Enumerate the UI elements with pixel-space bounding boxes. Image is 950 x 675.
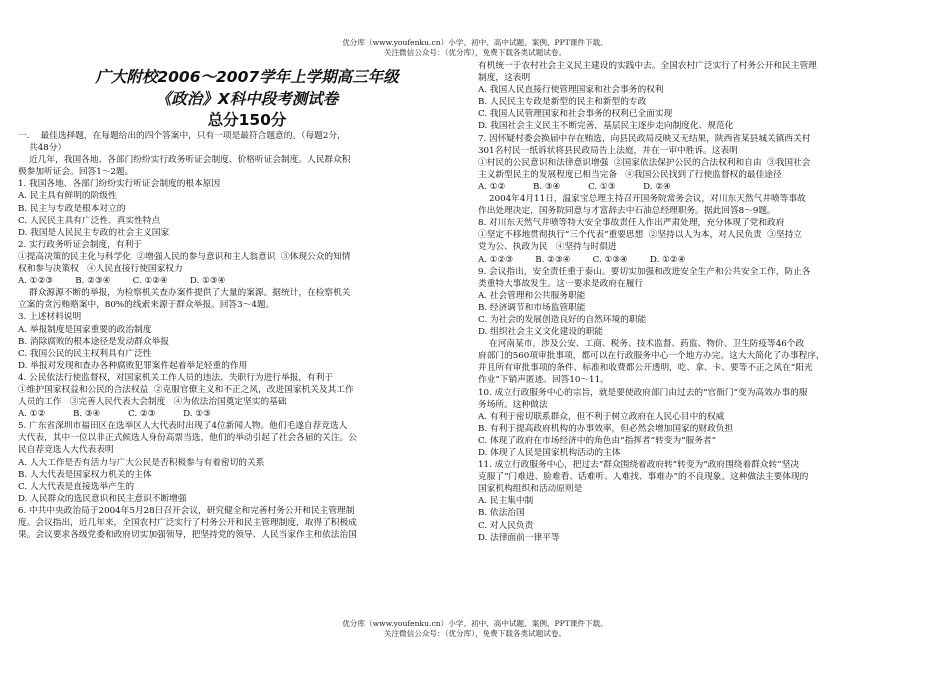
text-line: 301名村民一纸诉状将县民政局告上法庭，并在一审中胜诉。这表明 xyxy=(478,145,738,156)
text-line: C. 人大代表是直接选举产生的 xyxy=(18,481,135,492)
footer-line-2: 关注微信公众号：（优分库），免费下载各类试题试卷。 xyxy=(383,629,567,638)
text-line: B. 人民民主专政是新型的民主和新型的专政 xyxy=(478,97,647,108)
text-line: A. ①② B. ③④ C. ①③ D. ②④ xyxy=(478,181,671,192)
text-line: A. 我国人民直接行使管理国家和社会事务的权利 xyxy=(478,85,664,96)
text-line: 国家机构组织和活动原则是 xyxy=(478,484,583,495)
footer-line-1: 优分库（www.youfenku.cn）小学、初中、高中试题、案例、PPT课件下载。 xyxy=(342,619,608,628)
text-line: 并且所有审批事项的条件、标准和收费都公开透明，吃、拿、卡、要等不正之风在“阳光 xyxy=(478,363,813,374)
text-line: 4. 公民依法行使监督权，对国家机关工作人员的违法、失职行为进行举报，有利于 xyxy=(18,372,334,383)
text-line: D. 我国社会主义民主不断完善，基层民主逐步走向制度化、规范化 xyxy=(478,121,734,132)
left-column-text xyxy=(18,130,476,541)
text-line: 作业”下销声匿迹。回答10～11。 xyxy=(478,375,609,386)
text-line: 党为公、执政为民 ④坚持与时俱进 xyxy=(478,242,617,253)
text-line: A. ①②③ B. ②③④ C. ①②④ D. ①③④ xyxy=(18,276,226,287)
text-line: A. ①② B. ③④ C. ②③ D. ①③ xyxy=(18,409,211,420)
text-line: ①提高决策的民主化与科学化 ②增强人民的参与意识和主人翁意识 ③体现公众的知情 xyxy=(18,251,351,262)
text-line: 作出处理决定，国务院同意与才富辞去中石油总经理职务。据此回答8～9题。 xyxy=(478,206,776,217)
text-line: 制度，这表明 xyxy=(478,73,531,84)
text-line: 民自荐竞选人大代表表明 xyxy=(18,445,114,456)
text-line: 在河南某市，涉及公安、工商、税务、技术监督、药监、物价、卫生防疫等46个政 xyxy=(478,339,805,350)
text-line: 类重特大事故发生。这一要求是政府在履行 xyxy=(478,278,644,289)
page-header xyxy=(0,38,950,58)
exam-total-score: 总分150分 xyxy=(207,111,287,129)
text-line: A. ①②③ B. ②③④ C. ①③④ D. ①②④ xyxy=(478,254,686,265)
text-line: D. 我国是人民民主专政的社会主义国家 xyxy=(18,227,170,238)
exam-title-subject: 《政治》X科中段考测试卷 xyxy=(155,90,339,108)
text-line: 10. 成立行政服务中心的宗旨，就是要使政府部门由过去的“官衙门”变为高效办事的服 xyxy=(478,387,808,398)
text-line: 果。会议要求各级党委和政府切实加强领导，把坚持党的领导、人民当家作主和依法治国 xyxy=(18,530,357,541)
text-line: C. 我国公民的民主权利具有广泛性 xyxy=(18,348,152,359)
text-line: 主义新型民主的发展程度已相当完备 ④我国公民找到了行使监督权的最佳途径 xyxy=(478,169,782,180)
text-line: 6. 中共中央政治局于2004年5月28日召开会议，研究健全和完善村务公开和民主管理制 xyxy=(18,505,355,516)
text-line: B. 依法治国 xyxy=(478,508,525,519)
text-line: B. 民主与专政是根本对立的 xyxy=(18,203,126,214)
text-line: 11. 成立行政服务中心，把过去“群众围绕着政府转”转变为“政府围绕着群众转”坚决 xyxy=(478,460,800,471)
text-line: 8. 对川东天然气井喷等特大安全事故责任人作出严肃处理，充分体现了党和政府 xyxy=(478,218,785,229)
text-line: B. 经济调节和市场监管职能 xyxy=(478,302,586,313)
text-line: 2. 实行政务听证会制度，有利于 xyxy=(18,239,142,250)
text-line: A. 民主具有鲜明的阶级性 xyxy=(18,191,117,202)
text-line: D. 人民群众的选民意识和民主意识不断增强 xyxy=(18,493,187,504)
text-line: ①坚定不移地贯彻执行“三个代表”重要思想 ②坚持以人为本，对人民负责 ③坚持立 xyxy=(478,230,802,241)
text-line: 3. 上述材料说明 xyxy=(18,312,82,323)
header-line-1: 优分库（www.youfenku.cn）小学、初中、高中试题、案例、PPT课件下载。 xyxy=(342,38,608,47)
text-line: 9. 会议指出，安全责任重于泰山。要切实加强和改进安全生产和公共安全工作，防止各 xyxy=(478,266,811,277)
text-line: 大代表，其中一位以非正式候选人身份高票当选，他们的举动引起了社会各届的关注。公 xyxy=(18,433,357,444)
text-line: D. 组织社会主义文化建设的职能 xyxy=(478,327,604,338)
page-footer xyxy=(0,619,950,639)
text-line: 近几年，我国各地、各部门纷纷实行政务听证会制度、价格听证会制度。人民群众积 xyxy=(18,155,351,166)
text-line: 权和参与决策权 ④人民直接行使国家权力 xyxy=(18,264,183,275)
text-line: A. 人大工作是否有活力与广大公民是否积极参与有着密切的关系 xyxy=(18,457,265,468)
text-line: D. 举报对发现和查办各种腐败犯罪案件起着举足轻重的作用 xyxy=(18,360,248,371)
exam-title-school: 广大附校2006～2007学年上学期高三年级 xyxy=(95,68,399,86)
text-line: 府部门的560项审批事项，都可以在行政服务中心一个地方办完。这大大简化了办事程序， xyxy=(478,351,825,362)
header-line-2: 关注微信公众号：（优分库），免费下载各类试题试卷。 xyxy=(383,48,567,57)
text-line: 共48分） xyxy=(18,143,67,154)
text-line: A. 有利于密切联系群众，但不利于树立政府在人民心目中的权威 xyxy=(478,411,725,422)
text-line: 2004年4月11日，温家宝总理主持召开国务院常务会议，对川东天然气井喷等事故 xyxy=(478,194,806,205)
text-line: 1. 我国各地、各部门纷纷实行听证会制度的根本原因 xyxy=(18,179,221,190)
right-column xyxy=(478,60,938,544)
text-line: ①村民的公民意识和法律意识增强 ②国家依法保护公民的合法权利和自由 ③我国社会 xyxy=(478,157,811,168)
text-line: A. 举报制度是国家重要的政治制度 xyxy=(18,324,152,335)
text-line: B. 消除腐败的根本途径是发动群众举报 xyxy=(18,336,169,347)
text-line: 5. 广东省深圳市福田区在选举区人大代表时出现了4位新闻人物。他们毛遂自荐竞选人 xyxy=(18,421,348,432)
text-line: C. 我国人民管理国家和社会事务的权利已全面实现 xyxy=(478,109,673,120)
text-line: 度。会议指出，近几年来，全国农村广泛实行了村务公开和民主管理制度，取得了积极成 xyxy=(18,518,357,528)
left-column xyxy=(18,60,476,541)
text-line: ①维护国家权益和公民的合法权益 ②克服官僚主义和不正之风，改进国家机关及其工作 xyxy=(18,384,354,395)
text-line: 人员的工作 ③完善人民代表大会制度 ④为依法治国奠定坚实的基础 xyxy=(18,397,287,408)
text-line: B. 人大代表是国家权力机关的主体 xyxy=(18,469,152,480)
text-line: 立案的贪污贿赂案中，80%的线索来源于群众举报。回答3～4题。 xyxy=(18,300,275,311)
text-line: 务场所。这种做法 xyxy=(478,399,548,410)
text-line: D. 法律面前一律平等 xyxy=(478,532,560,543)
text-line: D. 体现了人民是国家机构活动的主体 xyxy=(478,448,621,458)
right-column-text xyxy=(478,60,938,544)
text-line: C. 为社会的发展创造良好的自然环境的职能 xyxy=(478,314,647,325)
text-line: 克服了“门难进、脸难看、话难听、人难找、事难办”的不良现象。这种做法主要体现的 xyxy=(478,472,809,483)
text-line: 7. 因怀疑村委会换届中存在贿选，向县民政局反映又无结果，陕西省某县城关镇西关村 xyxy=(478,133,811,144)
text-line: 有机统一于农村社会主义民主建设的实践中去。全国农村广泛实行了村务公开和民主管理 xyxy=(478,61,817,71)
text-line: C. 对人民负责 xyxy=(478,520,534,531)
text-line: 群众源源不断的举报，为检察机关查办案件提供了大量的案源。据统计，在检察机关 xyxy=(18,288,351,299)
text-line: A. 民主集中制 xyxy=(478,496,534,507)
text-line: 极参加听证会。回答1～2题。 xyxy=(18,167,134,178)
text-line: 一. 最佳选择题，在每题给出的四个答案中，只有一项是最符合题意的。（每题2分， xyxy=(18,131,346,141)
text-line: B. 有利于提高政府机构的办事效率，但必然会增加国家的财政负担 xyxy=(478,423,734,434)
text-line: C. 体现了政府在市场经济中的角色由“指挥者”转变为“服务者” xyxy=(478,435,717,446)
text-line: C. 人民民主具有广泛性、真实性特点 xyxy=(18,215,161,226)
text-line: A. 社会管理和公共服务职能 xyxy=(478,290,586,301)
